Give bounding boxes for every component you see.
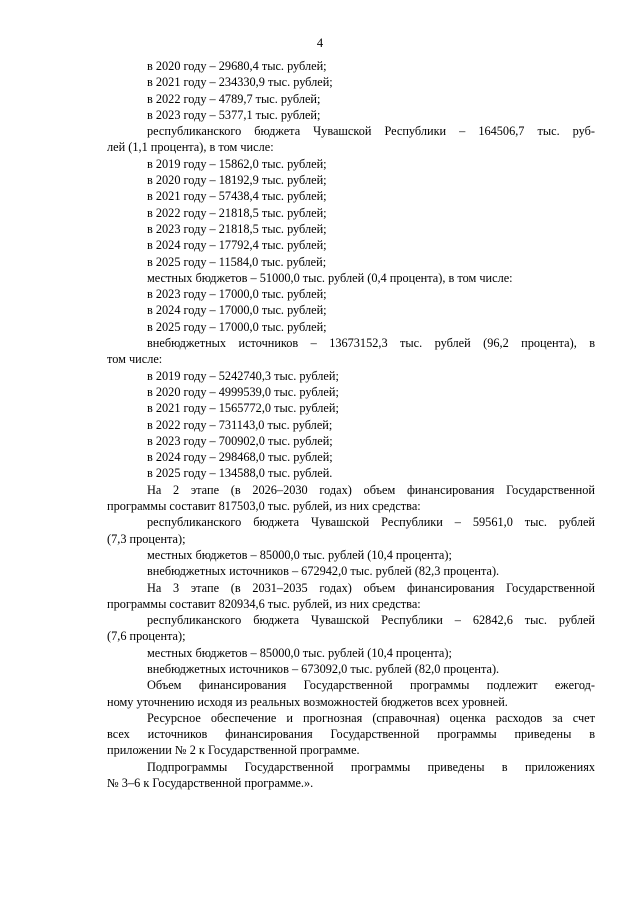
text-line: лей (1,1 процента), в том числе:	[107, 140, 274, 155]
text-line: республиканского бюджета Чувашской Республики – 164506,7 тыс. руб-	[147, 124, 595, 139]
text-line: местных бюджетов – 85000,0 тыс. рублей (10,4 процента);	[147, 645, 452, 660]
text-line: в 2023 году – 5377,1 тыс. рублей;	[147, 107, 321, 122]
text-line: в 2024 году – 17000,0 тыс. рублей;	[147, 303, 327, 318]
text-line: в 2022 году – 731143,0 тыс. рублей;	[147, 417, 333, 432]
text-line: в 2019 году – 15862,0 тыс. рублей;	[147, 156, 327, 171]
text-line: в 2025 году – 17000,0 тыс. рублей;	[147, 319, 327, 334]
text-line: в 2024 году – 298468,0 тыс. рублей;	[147, 450, 333, 465]
text-line: в 2021 году – 1565772,0 тыс. рублей;	[147, 401, 339, 416]
text-line: Объем финансирования Государственной программы подлежит ежегод-	[147, 678, 595, 693]
text-line: в 2023 году – 17000,0 тыс. рублей;	[147, 287, 327, 302]
text-line: в 2022 году – 4789,7 тыс. рублей;	[147, 91, 321, 106]
text-line: в 2022 году – 21818,5 тыс. рублей;	[147, 205, 327, 220]
text-line: Ресурсное обеспечение и прогнозная (справочная) оценка расходов за счет	[147, 710, 595, 725]
text-line: в 2025 году – 11584,0 тыс. рублей;	[147, 254, 327, 269]
text-line: в 2025 году – 134588,0 тыс. рублей.	[147, 466, 333, 481]
text-line: в 2021 году – 57438,4 тыс. рублей;	[147, 189, 327, 204]
text-line: внебюджетных источников – 673092,0 тыс. рублей (82,0 процента).	[147, 661, 500, 676]
text-line: На 3 этапе (в 2031–2035 годах) объем финансирования Государственной	[147, 580, 595, 595]
text-line: местных бюджетов – 85000,0 тыс. рублей (10,4 процента);	[147, 547, 452, 562]
text-line: в 2020 году – 29680,4 тыс. рублей;	[147, 59, 327, 73]
text-line: в 2020 году – 4999539,0 тыс. рублей;	[147, 384, 339, 399]
page-number: 4	[316, 36, 324, 50]
text-line: приложении № 2 к Государственной программе.	[107, 743, 360, 758]
text-line: в 2019 году – 5242740,3 тыс. рублей;	[147, 368, 339, 383]
text-line: № 3–6 к Государственной программе.».	[107, 776, 314, 791]
text-line: республиканского бюджета Чувашской Республики – 59561,0 тыс. рублей	[147, 515, 595, 530]
text-line: в 2023 году – 700902,0 тыс. рублей;	[147, 433, 333, 448]
text-line: в 2021 году – 234330,9 тыс. рублей;	[147, 75, 333, 90]
text-line: том числе:	[107, 352, 163, 367]
document-body	[107, 58, 595, 791]
text-line: Подпрограммы Государственной программы приведены в приложениях	[147, 759, 595, 774]
text-line: внебюджетных источников – 672942,0 тыс. рублей (82,3 процента).	[147, 564, 500, 579]
text-line: республиканского бюджета Чувашской Республики – 62842,6 тыс. рублей	[147, 613, 595, 628]
text-line: программы составит 817503,0 тыс. рублей, из них средства:	[107, 499, 421, 514]
text-line: На 2 этапе (в 2026–2030 годах) объем финансирования Государственной	[147, 482, 595, 497]
text-line: в 2024 году – 17792,4 тыс. рублей;	[147, 238, 327, 253]
text-line: в 2023 году – 21818,5 тыс. рублей;	[147, 221, 327, 236]
text-line: местных бюджетов – 51000,0 тыс. рублей (0,4 процента), в том числе:	[147, 270, 513, 285]
text-line: всех источников финансирования Государственной программы приведены в	[107, 727, 595, 742]
text-line: (7,6 процента);	[107, 629, 186, 644]
text-line: в 2020 году – 18192,9 тыс. рублей;	[147, 173, 327, 188]
text-line: ному уточнению исходя из реальных возможностей бюджетов всех уровней.	[107, 694, 508, 709]
text-line: (7,3 процента);	[107, 531, 186, 546]
text-line: внебюджетных источников – 13673152,3 тыс. рублей (96,2 процента), в	[147, 336, 595, 351]
text-line: программы составит 820934,6 тыс. рублей, из них средства:	[107, 596, 421, 611]
